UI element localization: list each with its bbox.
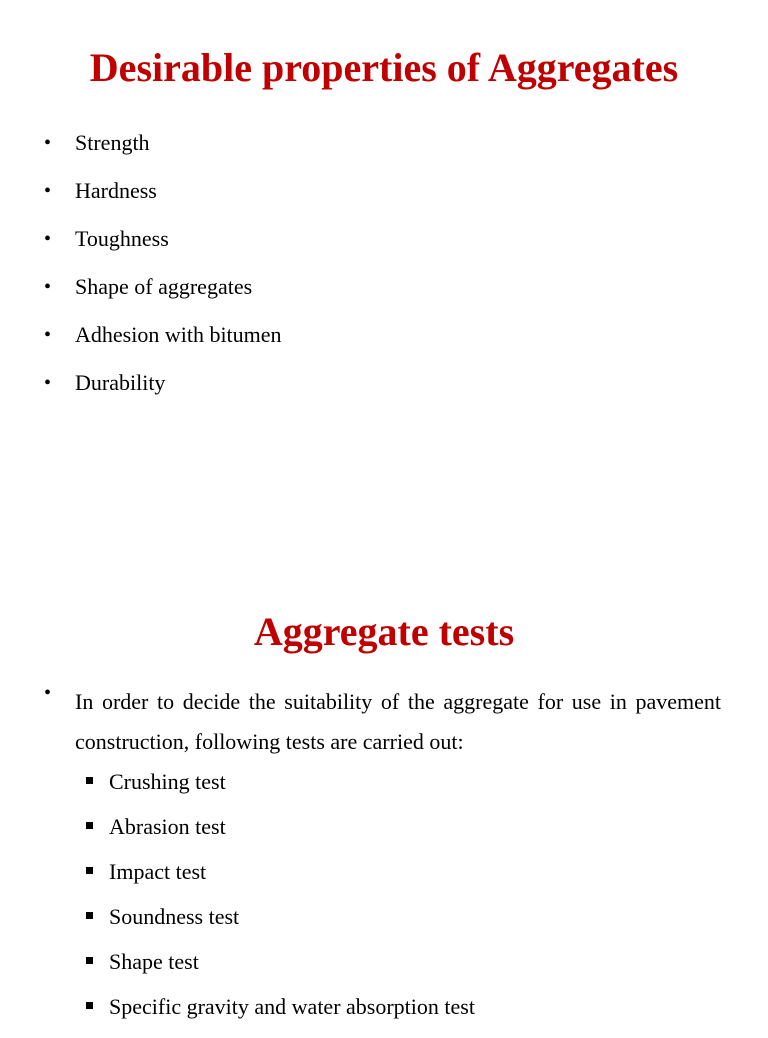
square-bullet-icon — [86, 912, 93, 919]
tests-list — [0, 768, 475, 1038]
square-bullet-icon — [86, 777, 93, 784]
section-title-properties: Desirable properties of Aggregates — [89, 45, 679, 90]
section-title-tests: Aggregate tests — [253, 609, 515, 654]
list-item — [0, 948, 475, 993]
list-item-text: Soundness test — [109, 904, 240, 929]
list-item — [0, 320, 282, 368]
list-item — [0, 993, 475, 1038]
square-bullet-icon — [86, 1002, 93, 1009]
bullet-icon: • — [44, 276, 52, 298]
list-item — [0, 272, 282, 320]
list-item — [0, 368, 282, 416]
list-item-text: Specific gravity and water absorption test — [109, 994, 475, 1019]
list-item-text: Durability — [75, 370, 166, 395]
list-item — [0, 768, 475, 813]
intro-paragraph — [0, 682, 768, 762]
list-item-text: Crushing test — [109, 769, 226, 794]
list-item — [0, 813, 475, 858]
list-item — [0, 224, 282, 272]
bullet-icon: • — [44, 228, 52, 250]
bullet-icon: • — [44, 682, 52, 704]
list-item-text: Strength — [75, 130, 150, 155]
bullet-icon: • — [44, 180, 52, 202]
list-item — [0, 903, 475, 948]
list-item-text: Shape of aggregates — [75, 274, 253, 299]
square-bullet-icon — [86, 957, 93, 964]
list-item-text: Impact test — [109, 859, 207, 884]
bullet-icon: • — [44, 324, 52, 346]
list-item — [0, 128, 282, 176]
list-item — [0, 176, 282, 224]
bullet-icon: • — [44, 132, 52, 154]
square-bullet-icon — [86, 822, 93, 829]
list-item-text: Toughness — [75, 226, 169, 251]
list-item-text: Hardness — [75, 178, 157, 203]
list-item — [0, 858, 475, 903]
list-item-text: Shape test — [109, 949, 199, 974]
properties-list — [0, 128, 282, 416]
list-item-text: Abrasion test — [109, 814, 226, 839]
bullet-icon: • — [44, 372, 52, 394]
square-bullet-icon — [86, 867, 93, 874]
intro-text: In order to decide the suitability of the aggregate for use in pavement construction, following tests are carried out: — [75, 689, 721, 754]
list-item-text: Adhesion with bitumen — [75, 322, 282, 347]
